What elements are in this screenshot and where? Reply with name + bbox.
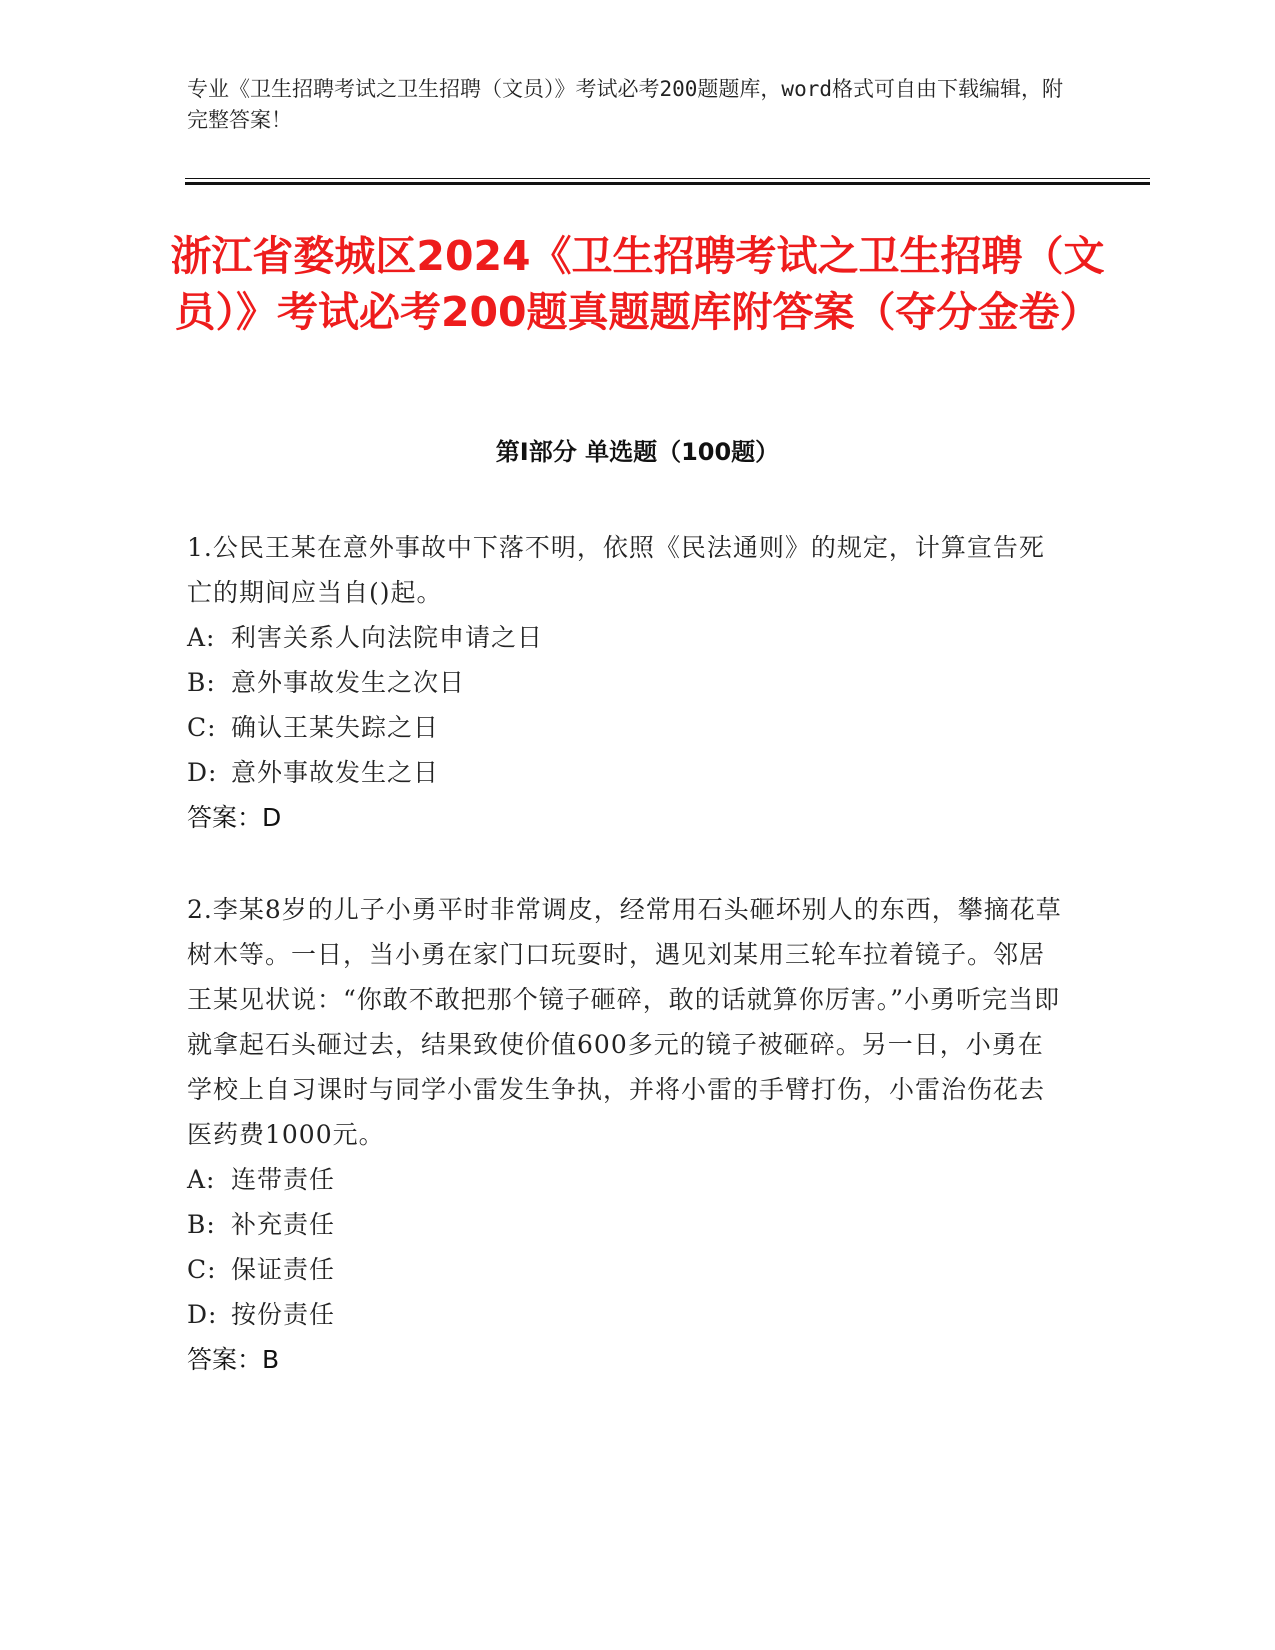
question-1 xyxy=(187,525,1067,840)
option-text: 保证责任 xyxy=(231,1255,336,1284)
answer-line: 答案：B xyxy=(187,1345,280,1374)
option-key: C: xyxy=(187,1255,217,1284)
option-text: 按份责任 xyxy=(231,1300,336,1329)
option-text: 意外事故发生之日 xyxy=(231,758,440,787)
answer-line: 答案：D xyxy=(187,803,282,832)
option-c xyxy=(187,1247,1067,1292)
option-text: 利害关系人向法院申请之日 xyxy=(231,623,544,652)
option-key: D: xyxy=(187,758,218,787)
option-key: B: xyxy=(187,1210,216,1239)
option-text: 补充责任 xyxy=(231,1210,336,1239)
option-a xyxy=(187,1157,1067,1202)
option-text: 意外事故发生之次日 xyxy=(231,668,466,697)
header-note: 专业《卫生招聘考试之卫生招聘（文员）》考试必考200题题库，word格式可自由下载编辑，附完整答案！ xyxy=(187,77,1063,132)
option-d xyxy=(187,1292,1067,1337)
option-text: 连带责任 xyxy=(231,1165,336,1194)
option-key: C: xyxy=(187,713,217,742)
question-2 xyxy=(187,887,1067,1382)
header-divider-thin xyxy=(185,178,1150,179)
option-c xyxy=(187,705,1067,750)
option-key: B: xyxy=(187,668,216,697)
option-key: A: xyxy=(187,623,216,652)
option-a xyxy=(187,615,1067,660)
question-stem: 2.李某8岁的儿子小勇平时非常调皮，经常用石头砸坏别人的东西，攀摘花草树木等。一日，当小勇在家门口玩耍时，遇见刘某用三轮车拉着镜子。邻居王某见状说：“你敢不敢把那个镜子砸碎，敢的话就算你厉害。”小勇听完当即就拿起石头砸过去，结果致使价值600多元的镜子被砸碎。另一日，小勇在学校上自习课时与同学小雷发生争执，并将小雷的手臂打伤，小雷治伤花去医药费1000元。 xyxy=(187,895,1062,1149)
option-key: D: xyxy=(187,1300,218,1329)
document-title: 浙江省婺城区2024《卫生招聘考试之卫生招聘（文员）》考试必考200题真题题库附答案（夺分金卷） xyxy=(170,232,1105,336)
question-stem: 1.公民王某在意外事故中下落不明，依照《民法通则》的规定，计算宣告死亡的期间应当自()起。 xyxy=(187,533,1045,607)
option-d xyxy=(187,750,1067,795)
section-title: 第Ⅰ部分 单选题（100题） xyxy=(495,438,780,466)
option-text: 确认王某失踪之日 xyxy=(231,713,440,742)
option-b xyxy=(187,1202,1067,1247)
header-divider-thick xyxy=(185,182,1150,185)
option-b xyxy=(187,660,1067,705)
option-key: A: xyxy=(187,1165,216,1194)
